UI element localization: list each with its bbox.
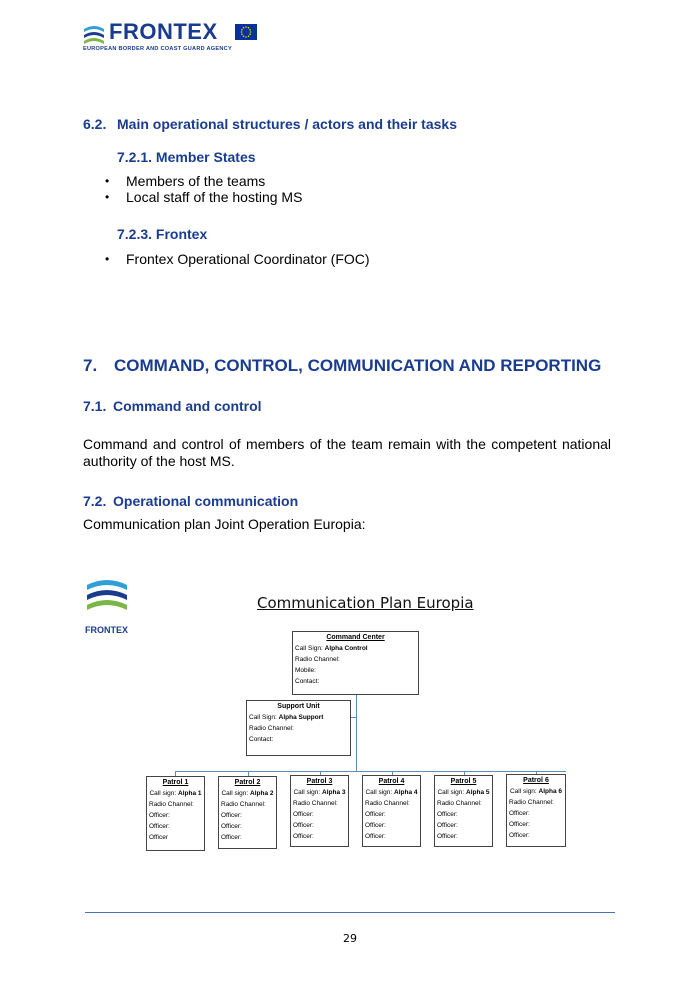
- list-item: • Members of the teams: [83, 173, 643, 189]
- callsign-line: [509, 786, 563, 797]
- field-line: Officer:: [437, 833, 458, 840]
- box-title: Patrol 2: [234, 779, 261, 786]
- member-states-list: [83, 173, 643, 205]
- logo-tagline: EUROPEAN BORDER AND COAST GUARD AGENCY: [83, 46, 232, 52]
- logo-wordmark: FRONTEX: [109, 19, 218, 44]
- callsign-label: Call Sign:: [249, 714, 277, 721]
- page-number: 29: [343, 932, 357, 945]
- callsign-line: [365, 787, 418, 798]
- callsign-label: Call sign:: [221, 790, 249, 797]
- communication-plan-diagram: [85, 570, 585, 860]
- callsign-line: [149, 788, 202, 799]
- patrol-box-4: [362, 775, 421, 847]
- field-line: Officer:: [509, 832, 530, 839]
- patrol-box-3: [290, 775, 349, 847]
- callsign-value: Alpha 5: [466, 789, 490, 796]
- heading-number: 6.2.: [83, 116, 107, 132]
- heading-title: Command and control: [113, 398, 262, 414]
- connector-line: [356, 695, 357, 771]
- diagram-logo-label: FRONTEX: [85, 625, 129, 635]
- heading-7: [83, 356, 601, 376]
- frontex-list: [83, 251, 643, 267]
- field-line: Radio Channel:: [295, 656, 340, 663]
- callsign-label: Call Sign:: [295, 645, 323, 652]
- eu-flag-icon: [235, 24, 257, 40]
- frontex-waves-icon: [83, 22, 105, 48]
- field-line: Radio Channel:: [365, 800, 410, 807]
- command-center-box: [292, 631, 419, 695]
- field-line: Officer:: [365, 833, 386, 840]
- callsign-value: Alpha 3: [322, 789, 346, 796]
- field-line: Officer:: [221, 834, 242, 841]
- field-line: Officer: [149, 834, 169, 841]
- callsign-label: Call sign:: [149, 790, 177, 797]
- list-item: • Frontex Operational Coordinator (FOC): [83, 251, 643, 267]
- field-line: Radio Channel:: [249, 725, 294, 732]
- field-line: Officer:: [437, 822, 458, 829]
- box-title: Command Center: [326, 634, 385, 641]
- patrol-box-2: [218, 776, 277, 849]
- patrol-box-5: [434, 775, 493, 847]
- callsign-value: Alpha 4: [394, 789, 418, 796]
- callsign-value: Alpha 2: [250, 790, 274, 797]
- heading-7-2: [83, 493, 298, 509]
- field-line: Radio Channel:: [437, 800, 482, 807]
- footer-divider: [85, 912, 615, 913]
- plan-title: Communication Plan Europia: [257, 594, 474, 612]
- field-line: Officer:: [221, 823, 242, 830]
- callsign-value: Alpha 1: [178, 790, 202, 797]
- box-title: Support Unit: [277, 703, 320, 710]
- field-line: Officer:: [365, 822, 386, 829]
- field-line: Officer:: [149, 812, 170, 819]
- callsign-value: Alpha 6: [538, 788, 563, 795]
- field-line: Radio Channel:: [221, 801, 266, 808]
- field-line: Officer:: [149, 823, 170, 830]
- heading-number: 7.: [83, 356, 98, 375]
- box-title: Patrol 3: [306, 778, 333, 785]
- box-title: Patrol 4: [378, 778, 405, 785]
- field-line: Officer:: [221, 812, 242, 819]
- heading-number: 7.2.: [83, 493, 107, 509]
- heading-title: COMMAND, CONTROL, COMMUNICATION AND REPORTING: [114, 356, 602, 375]
- field-line: Officer:: [293, 822, 314, 829]
- callsign-line: [437, 787, 490, 798]
- support-unit-box: [246, 700, 351, 756]
- field-line: Officer:: [509, 821, 530, 828]
- callsign-line: [295, 643, 416, 654]
- callsign-label: Call sign:: [365, 789, 393, 796]
- callsign-label: Call sign:: [293, 789, 321, 796]
- field-line: Officer:: [509, 810, 530, 817]
- command-control-paragraph: Command and control of members of the team remain with the competent national authority of the host MS.: [83, 436, 611, 469]
- callsign-label: Call sign:: [437, 789, 465, 796]
- heading-number: 7.1.: [83, 398, 107, 414]
- heading-7-1: [83, 398, 262, 414]
- heading-7-2-1: 7.2.1. Member States: [117, 149, 256, 165]
- box-title: Patrol 5: [450, 778, 477, 785]
- field-line: Radio Channel:: [509, 799, 554, 806]
- patrol-box-1: [146, 776, 205, 851]
- frontex-diagram-logo-icon: [85, 575, 129, 621]
- field-line: Mobile:: [295, 667, 316, 674]
- communication-plan-intro: Communication plan Joint Operation Europia:: [83, 516, 366, 532]
- connector-line: [175, 771, 566, 772]
- patrol-box-6: [506, 774, 566, 847]
- field-line: Radio Channel:: [293, 800, 338, 807]
- heading-7-2-3: 7.2.3. Frontex: [117, 226, 208, 242]
- frontex-logo: [83, 19, 283, 56]
- callsign-label: Call sign:: [509, 788, 537, 795]
- field-line: Contact:: [295, 678, 320, 685]
- box-title: Patrol 1: [162, 779, 189, 786]
- heading-6-2: [83, 116, 457, 132]
- list-item: • Local staff of the hosting MS: [83, 189, 643, 205]
- field-line: Radio Channel:: [149, 801, 194, 808]
- callsign-line: [293, 787, 346, 798]
- field-line: Officer:: [437, 811, 458, 818]
- field-line: Officer:: [365, 811, 386, 818]
- callsign-line: [221, 788, 274, 799]
- box-title: Patrol 6: [523, 777, 549, 784]
- field-line: Officer:: [293, 811, 314, 818]
- callsign-line: [249, 712, 348, 723]
- field-line: Contact:: [249, 736, 274, 743]
- callsign-value: Alpha Control: [324, 645, 368, 652]
- heading-title: Main operational structures / actors and their tasks: [117, 116, 457, 132]
- field-line: Officer:: [293, 833, 314, 840]
- heading-title: Operational communication: [113, 493, 299, 509]
- callsign-value: Alpha Support: [278, 714, 324, 721]
